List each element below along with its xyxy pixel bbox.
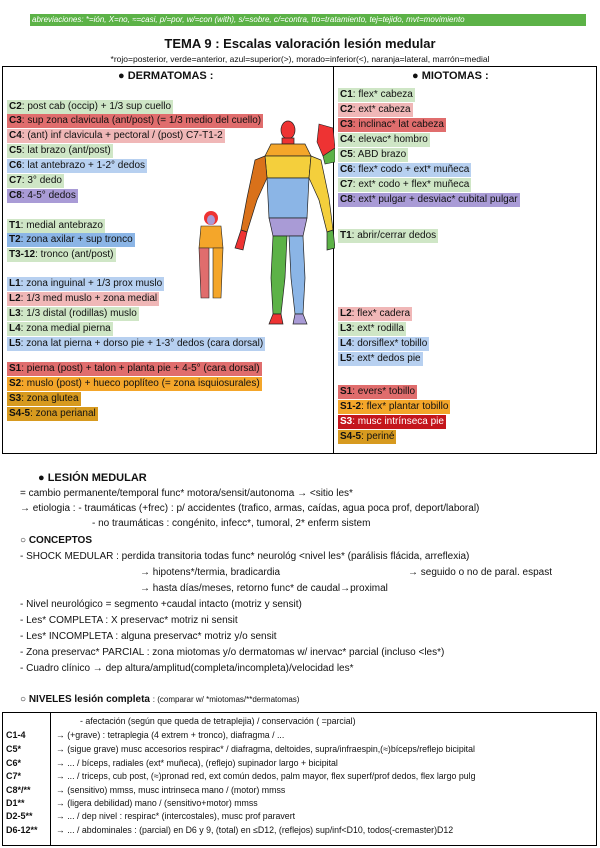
miotoma-code: L3	[340, 323, 352, 334]
miotoma-row	[338, 400, 450, 414]
nivel-description: → ... / abdominales : (parcial) en D6 y 9, (total) en ≤D12, (reflejos) sup/inf<D10, todos(-cremaster)D12	[56, 825, 454, 835]
miotoma-row	[338, 337, 429, 351]
dermatoma-code: C7	[9, 175, 22, 186]
nivel-description: → (sigue grave) musc accesorios respirac* / diafragma, deltoides, supra/infraespin,(≈)bíceps/reflejo bicipital	[56, 744, 475, 754]
cuadro-clinico: - Cuadro clínico → dep altura/amplitud(completa/incompleta)/velocidad les*	[20, 663, 354, 674]
dermatoma-text: : lat brazo (ant/post)	[21, 145, 111, 156]
niveles-header: ○ NIVELES lesión completa : (comparar w/ *miotomas/**dermatomas)	[20, 694, 300, 705]
miotoma-row	[338, 88, 415, 102]
lesion-incompleta: - Les* INCOMPLETA : alguna preservac* motriz y/o sensit	[20, 631, 277, 642]
dermatoma-row	[7, 277, 164, 291]
dermatoma-code: L4	[9, 323, 21, 334]
dermatoma-row	[7, 337, 265, 351]
miotoma-text: : flex* cadera	[351, 308, 411, 319]
shock-medular: - SHOCK MEDULAR : perdida transitoria todas func* neurológ <nivel les* (parálisis flácida, arreflexia)	[20, 551, 470, 562]
dermatoma-row	[7, 392, 81, 406]
nivel-description: → (sensitivo) mmss, musc intrinseca mano / (motor) mmss	[56, 785, 286, 795]
miotomas-header: ● MIOTOMAS :	[412, 70, 489, 82]
miotoma-text: : periné	[361, 431, 395, 442]
miotoma-code: L5	[340, 353, 352, 364]
miotoma-text: : evers* tobillo	[352, 386, 416, 397]
conceptos-header: ○ CONCEPTOS	[20, 535, 92, 546]
nivel-description: → ... / triceps, cub post, (≈)pronad red, ext común dedos, palm mayor, flex superf/prof dedos, flex largo pulg	[56, 771, 476, 781]
head-outline	[235, 121, 335, 324]
dermatoma-code: C6	[9, 160, 22, 171]
miotoma-row	[338, 118, 446, 132]
dermatoma-text: : tronco (ant/post)	[35, 249, 114, 260]
dermatoma-code: C4	[9, 130, 22, 141]
dermatoma-text: : 1/3 med muslo + zona medial	[20, 293, 158, 304]
miotoma-code: C4	[340, 134, 353, 145]
miotoma-text: : flex* plantar tobillo	[361, 401, 449, 412]
miotoma-code: L4	[340, 338, 352, 349]
nivel-level: C1-4	[6, 730, 26, 740]
dermatome-body-figure	[185, 118, 335, 326]
dermatoma-row	[7, 322, 113, 336]
niveles-legend-row: - afectación (según que queda de tetraplejia) / conservación ( =parcial)	[80, 716, 356, 726]
niveles-table-divider	[50, 712, 51, 846]
miotoma-code: S1	[340, 386, 353, 397]
dermatoma-row	[7, 362, 262, 376]
dermatoma-text: : zona inguinal + 1/3 prox muslo	[20, 278, 163, 289]
dermatoma-row	[7, 174, 64, 188]
dermatoma-code: S1	[9, 363, 22, 374]
dermatoma-row	[7, 292, 159, 306]
dermatoma-text: : zona medial pierna	[20, 323, 111, 334]
dermatoma-text: : zona lat pierna + dorso pie + 1-3° dedos (cara dorsal)	[20, 338, 264, 349]
miotoma-row	[338, 415, 446, 429]
dermatoma-row	[7, 219, 105, 233]
miotoma-row	[338, 229, 438, 243]
dermatoma-row	[7, 100, 173, 114]
nivel-level: C5*	[6, 744, 22, 754]
nivel-description: → (ligera debilidad) mano / (sensitivo+motor) mmss	[56, 798, 258, 808]
miotoma-code: T1	[340, 230, 352, 241]
side-head	[317, 124, 335, 164]
miotoma-row	[338, 133, 430, 147]
dermatoma-row	[7, 407, 98, 421]
dermatoma-row	[7, 189, 78, 203]
nivel-level: C6*	[6, 758, 22, 768]
dermatoma-code: T3-12	[9, 249, 36, 260]
miotoma-code: S3	[340, 416, 353, 427]
dermatoma-text: : 1/3 distal (rodillas) muslo	[20, 308, 137, 319]
miotoma-code: S4-5	[340, 431, 362, 442]
dermatoma-row	[7, 233, 135, 247]
dermatoma-text: : lat antebrazo + 1-2° dedos	[21, 160, 146, 171]
dermatoma-code: T1	[9, 220, 21, 231]
dermatoma-code: C3	[9, 115, 22, 126]
nivel-description: → ... / bíceps, radiales (ext* muñeca), (reflejo) supinador largo + bicipital	[56, 758, 338, 768]
dermatoma-code: L2	[9, 293, 21, 304]
miotoma-row	[338, 307, 412, 321]
dermatoma-text: : 4-5° dedos	[21, 190, 76, 201]
miotoma-row	[338, 322, 406, 336]
lesion-definition: = cambio permanente/temporal func* motora/sensit/autonoma → <sitio les*	[20, 488, 353, 499]
dermatoma-text: : post cab (occip) + 1/3 sup cuello	[21, 101, 172, 112]
miotoma-code: C5	[340, 149, 353, 160]
dermatoma-text: : medial antebrazo	[20, 220, 103, 231]
dermatoma-code: L3	[9, 308, 21, 319]
miotoma-code: C7	[340, 179, 353, 190]
dermatoma-code: L5	[9, 338, 21, 349]
miotoma-row	[338, 163, 471, 177]
dermatoma-text: : 3° dedo	[21, 175, 62, 186]
miotoma-text: : dorsiflex* tobillo	[351, 338, 428, 349]
lesion-completa: - Les* COMPLETA : X preservac* motriz ni sensit	[20, 615, 238, 626]
miotoma-code: C8	[340, 194, 353, 205]
miotoma-text: : ext* codo + flex* muñeca	[352, 179, 470, 190]
miotoma-text: : flex* cabeza	[352, 89, 413, 100]
miotoma-text: : ext* pulgar + desviac* cubital pulgar	[352, 194, 518, 205]
dermatoma-code: C8	[9, 190, 22, 201]
miotoma-text: : ABD brazo	[352, 149, 407, 160]
dermatoma-row	[7, 248, 116, 262]
miotoma-row	[338, 385, 417, 399]
dermatoma-code: L1	[9, 278, 21, 289]
miotoma-code: C6	[340, 164, 353, 175]
color-legend: *rojo=posterior, verde=anterior, azul=superior(>), morado=inferior(<), naranja=lateral, marrón=medial	[110, 54, 490, 64]
nivel-level: C7*	[6, 771, 22, 781]
dermatoma-row	[7, 144, 113, 158]
miotoma-text: : ext* cabeza	[352, 104, 411, 115]
dermatoma-row	[7, 159, 147, 173]
dermatoma-text: : zona glutea	[21, 393, 79, 404]
shock-line-3: → hasta días/meses, retorno func* de caudal→proximal	[140, 583, 388, 594]
dermatoma-code: S4-5	[9, 408, 31, 419]
nivel-description: → (+grave) : tetraplegia (4 extrem + tronco), diafragma / ...	[56, 730, 285, 740]
dermatomas-header: ● DERMATOMAS :	[118, 70, 214, 82]
miotoma-row	[338, 148, 408, 162]
dermatoma-code: C2	[9, 101, 22, 112]
dermatoma-text: : pierna (post) + talon + planta pie + 4-5° (cara dorsal)	[21, 363, 260, 374]
back-figure	[199, 211, 223, 298]
dermatoma-code: S3	[9, 393, 22, 404]
miotoma-text: : inclinac* lat cabeza	[352, 119, 444, 130]
abbreviations-bar: abreviaciones: *=ión, X=no, ≈=casi, p/=por, w/=con (with), s/=sobre, c/=contra, tto=tratamiento, tej=tejido, mvt=movimiento	[30, 14, 586, 26]
miotoma-row	[338, 352, 423, 366]
nivel-description: → ... / dep nivel : respirac* (intercostales), musc prof paravert	[56, 811, 296, 821]
nivel-level: D1**	[6, 798, 25, 808]
miotoma-row	[338, 430, 396, 444]
dermatoma-code: S2	[9, 378, 22, 389]
miotoma-text: : abrir/cerrar dedos	[351, 230, 437, 241]
miotoma-text: : flex* codo + ext* muñeca	[352, 164, 470, 175]
nivel-neurologico: - Nivel neurológico = segmento +caudal intacto (motriz y sensit)	[20, 599, 302, 610]
nivel-level: D6-12**	[6, 825, 38, 835]
dermatoma-text: : (ant) inf clavicula + pectoral / (post) C7-T1-2	[21, 130, 223, 141]
dermatoma-code: C5	[9, 145, 22, 156]
miotoma-text: : ext* dedos pie	[351, 353, 421, 364]
dermatoma-text: : zona axilar + sup tronco	[20, 234, 133, 245]
zona-parcial: - Zona preservac* PARCIAL : zona miotomas y/o dermatomas w/ inervac* parcial (incluso <les*)	[20, 647, 445, 658]
nivel-level: D2-5**	[6, 811, 33, 821]
dermatoma-text: : muslo (post) + hueco poplíteo (= zona isquiosurales)	[21, 378, 260, 389]
miotoma-row	[338, 103, 413, 117]
lesion-etiology-2: - no traumáticas : congénito, infecc*, tumoral, 2* enferm sistem	[92, 518, 371, 529]
lesion-etiology-1: → etiologia : - traumáticas (+frec) : p/ accidentes (trafico, armas, caídas, agua poca prof, deport/laboral)	[20, 503, 480, 514]
miotoma-text: : ext* rodilla	[351, 323, 404, 334]
miotoma-text: : musc intrínseca pie	[352, 416, 444, 427]
dermatoma-row	[7, 307, 139, 321]
miotoma-code: C3	[340, 119, 353, 130]
page-title: TEMA 9 : Escalas valoración lesión medular	[164, 36, 436, 51]
shock-line-2: → hipotens*/termia, bradicardia	[140, 567, 281, 578]
nivel-level: C8*/**	[6, 785, 31, 795]
miotoma-code: L2	[340, 308, 352, 319]
dermatoma-row	[7, 377, 262, 391]
miotoma-code: C2	[340, 104, 353, 115]
dermatoma-code: T2	[9, 234, 21, 245]
miotoma-text: : elevac* hombro	[352, 134, 428, 145]
miotoma-row	[338, 178, 471, 192]
dermatoma-text: : sup zona clavicula (ant/post) (= 1/3 medio del cuello)	[21, 115, 262, 126]
miotoma-code: C1	[340, 89, 353, 100]
lesion-header: ● LESIÓN MEDULAR	[38, 472, 147, 484]
dermatoma-text: : zona perianal	[30, 408, 96, 419]
miotoma-row	[338, 193, 520, 207]
shock-line-2b: → seguido o no de paral. espast	[408, 567, 552, 578]
miotoma-code: S1-2	[340, 401, 362, 412]
